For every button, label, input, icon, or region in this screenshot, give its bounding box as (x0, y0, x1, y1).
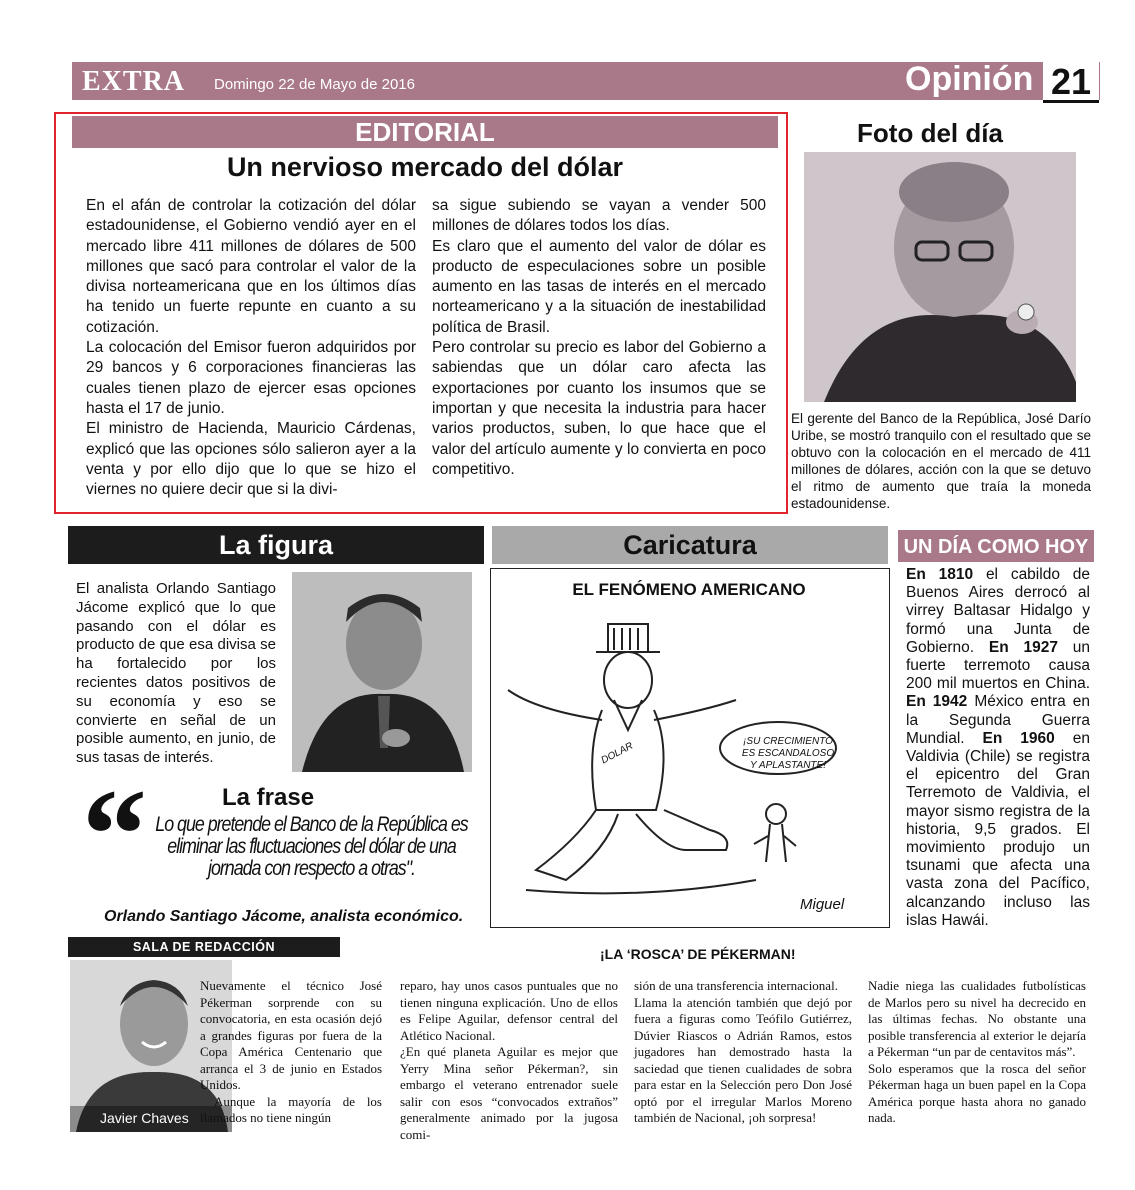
la-frase-quote: Lo que pretende el Banco de la República es eliminar las fluctuaciones del dólar de una jornada con respecto a otras". (155, 813, 468, 880)
entry-text: en Valdivia (Chile) se registra el epicentro del Gran Terremoto de Valdivia, el mayor sismo registra de la historia, 9,5 grados. El movimiento produjo un tsunami que afecta una vasta zona del Pacífico, alcanzando incluso las islas Hawái. (906, 729, 1090, 929)
sala-paragraph: Nuevamente el técnico José Pékerman sorprende con su convocatoria, en esta ocasión dejó a grandes figuras por fuera de la Copa América Centenario que arranca el 3 de junio en Estados Unidos. (200, 978, 382, 1092)
sala-column-2 (400, 978, 618, 1143)
caricatura-label: Caricatura (492, 526, 888, 564)
editorial-paragraph: Pero controlar su precio es labor del Gobierno a sabiendas que un dólar caro afecta las exportaciones por cuanto los insumos que se importan y que necesita la industria para hacer varios productos, suben, lo que hace que el valor del artículo aumente y lo convierta en poco competitivo. (432, 339, 766, 478)
sala-column-4 (868, 978, 1086, 1127)
cartoon-signature: Miguel (800, 896, 845, 913)
photo-of-day-caption: El gerente del Banco de la República, José Darío Uribe, se mostró tranquilo con el resultado que se obtuvo con la colocación en el mercado de 411 millones de dólares, acción con la que se detuvo el ritmo de aumento que traía la moneda estadounidense. (791, 411, 1091, 511)
la-figura-text: El analista Orlando Santiago Jácome explicó que lo que pasando con el dólar es producto de que esa divisa se ha fortalecido por los recientes datos positivos de su economía y eso se convierte en señal de un posible aumento, en junio, de sus tasas de interés. (76, 580, 276, 767)
editorial-column-2 (432, 196, 766, 480)
editorial-paragraph: El ministro de Hacienda, Mauricio Cárdenas, explicó que las opciones sólo salieron ayer a la venta y por ello dijo que lo que se hizo el viernes no quiere decir que si la divi- (86, 420, 416, 499)
un-dia-como-hoy-text (906, 566, 1090, 930)
entry-year: En 1810 (906, 566, 974, 583)
entry-year: En 1960 (982, 729, 1055, 747)
cartoon-speech-bubble (736, 736, 840, 772)
sala-paragraph: Solo esperamos que la rosca del señor Pékerman haga un buen papel en la Copa América porque hasta ahora no ganado nada. (868, 1060, 1086, 1125)
speech-line: Y APLASTANTE! (750, 760, 826, 771)
photo-of-day-label: Foto del día (857, 118, 1003, 148)
columnist-name: Javier Chaves (100, 1110, 189, 1126)
sala-paragraph: Nadie niega las cualidades futbolísticas de Marlos pero su nivel ha decrecido en las últimas fechas. No obstante una posible transferencia al exterior le dejaría a Pékerman “un par de centavitos más”. (868, 978, 1086, 1059)
entry-text: México entra en la Segunda Guerra Mundial. (906, 693, 1090, 747)
editorial-label: EDITORIAL (72, 116, 778, 148)
un-dia-como-hoy-label: UN DÍA COMO HOY (898, 530, 1094, 562)
sala-paragraph: reparo, hay unos casos puntuales que no tienen ninguna explicación. Uno de ellos es Felipe Aguilar, defensor central del Atlético Nacional. (400, 978, 618, 1043)
editorial-paragraph: En el afán de controlar la cotización del dólar estadounidense, el Gobierno vendió ayer en el mercado libre 411 millones de dólares de 500 millones que sacó para controlar el valor de la divisa norteamericana que en los últimos días ha tenido un fuerte repunte en cuanto a su cotización. (86, 197, 416, 336)
newspaper-logo: EXTRA (82, 66, 186, 97)
sala-paragraph: Aunque la mayoría de los llamados no tiene ningún (200, 1093, 382, 1125)
column-title: ¡LA ‘ROSCA’ DE PÉKERMAN! (600, 946, 796, 962)
la-figura-label: La figura (68, 526, 484, 564)
editorial-paragraph: Es claro que el aumento del valor de dólar es producto de especulaciones sobre un posible aumento en las tasas de interés en el mercado norteamericano y a la situación de inestabilidad política de Brasil. (432, 237, 766, 336)
editorial-title: Un nervioso mercado del dólar (226, 152, 624, 182)
editorial-paragraph: La colocación del Emisor fueron adquiridos por 29 bancos y 6 corporaciones financieras las cuales tienen plazo de ejercer esas opciones hasta el 17 de junio. (86, 339, 416, 417)
cartoon-title: EL FENÓMENO AMERICANO (572, 580, 806, 599)
la-frase-author: Orlando Santiago Jácome, analista económico. (104, 908, 464, 925)
entry-year: En 1927 (988, 638, 1058, 656)
speech-line: ¡SU CRECIMIENTO (743, 736, 833, 747)
speech-line: ES ESCANDALOSO (741, 748, 835, 759)
sala-paragraph: sión de una transferencia internacional. (634, 978, 838, 993)
entry-year: En 1942 (906, 693, 968, 711)
editorial-column-1 (86, 196, 416, 500)
issue-date: Domingo 22 de Mayo de 2016 (214, 76, 415, 93)
sala-column-3 (634, 978, 852, 1127)
quote-mark-icon: “ (82, 763, 147, 907)
editorial-paragraph: sa sigue subiendo se vayan a vender 500 millones de dólares todos los días. (432, 197, 766, 235)
entry-text: un fuerte terremoto causa 200 mil muertos en China. (906, 638, 1090, 693)
section-name: Opinión (905, 60, 1034, 98)
cartoon-leg-label: DOLAR (599, 740, 636, 767)
sala-paragraph: Llama la atención también que dejó por fuera a figuras como Teófilo Gutiérrez, Dúvier Riascos o Adrián Ramos, estos jugadores han demostrado hasta la saciedad que tienen cualidades de sobra para estar en la Selección pero Don José optó por el irregular Marlos Moreno también de Nacional, ¡oh sorpresa! (634, 994, 852, 1125)
photo-of-day-image (804, 152, 1076, 402)
page-number: 21 (1043, 60, 1099, 103)
sala-paragraph: ¿En qué planeta Aguilar es mejor que Yerry Mina señor Pékerman?, sin embargo el veterano entrenador suele salir con esos “convocados extraños” generalmente animado por la jugosa comi- (400, 1044, 618, 1142)
la-frase-label: La frase (222, 784, 315, 811)
sala-column-1 (200, 978, 382, 1127)
entry-text: el cabildo de Buenos Aires derrocó al virrey Baltasar Hidalgo y formó una Junta de Gobierno. (906, 566, 1090, 656)
sala-de-redaccion-label: SALA DE REDACCIÓN (68, 937, 340, 957)
la-figura-photo (292, 572, 472, 772)
